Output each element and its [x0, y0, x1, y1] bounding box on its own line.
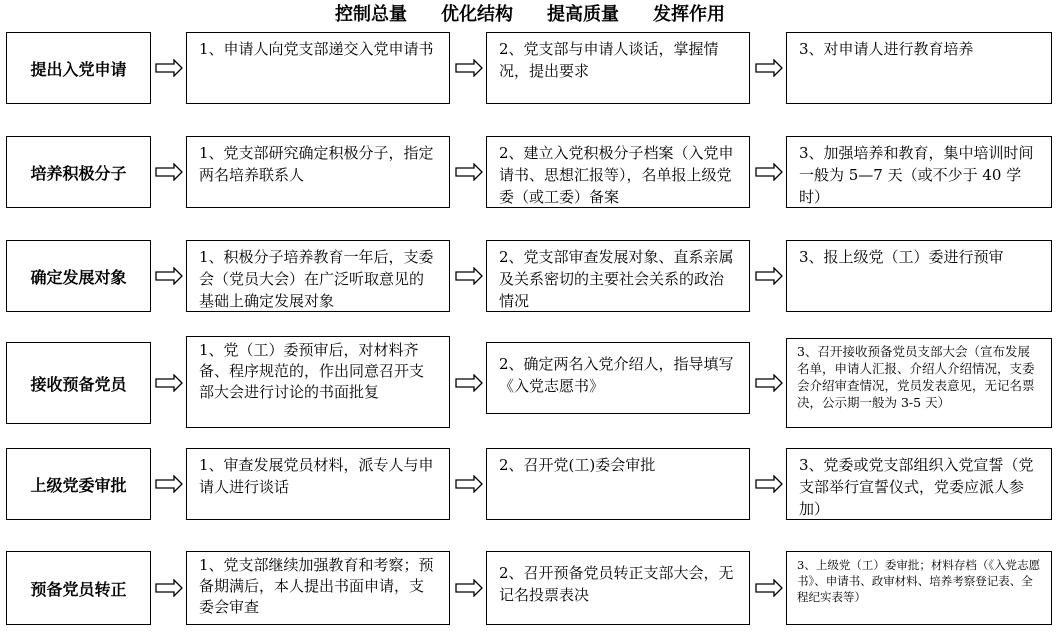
right-arrow-icon [155, 163, 183, 181]
step-box-1: 1、党支部继续加强教育和考察；预备期满后，本人提出书面申请，支委会审查 [186, 551, 450, 625]
right-arrow-icon [455, 163, 483, 181]
right-arrow-icon [155, 579, 183, 597]
right-arrow-icon [155, 475, 183, 493]
slogan-phrase-4: 发挥作用 [653, 4, 725, 25]
right-arrow-icon [755, 163, 783, 181]
step-box-3: 3、加强培养和教育，集中培训时间一般为 5—7 天（或不少于 40 学时） [786, 136, 1052, 208]
right-arrow-icon [755, 267, 783, 285]
step-box-2: 2、召开党(工)委会审批 [486, 448, 750, 520]
stage-label: 上级党委审批 [6, 448, 151, 520]
header-slogan [0, 0, 1060, 26]
slogan-phrase-2: 优化结构 [441, 4, 513, 25]
right-arrow-icon [455, 374, 483, 392]
right-arrow-icon [755, 475, 783, 493]
step-box-2: 2、建立入党积极分子档案（入党申请书、思想汇报等），名单报上级党委（或工委）备案 [486, 136, 750, 208]
step-box-2: 2、党支部与申请人谈话，掌握情况，提出要求 [486, 32, 750, 104]
step-box-2: 2、党支部审查发展对象、直系亲属及关系密切的主要社会关系的政治情况 [486, 240, 750, 312]
step-box-3: 3、上级党（工）委审批；材料存档（《入党志愿书》、申请书、政审材料、培养考察登记表、全程纪实表等） [786, 551, 1052, 625]
right-arrow-icon [455, 579, 483, 597]
step-box-3: 3、召开接收预备党员支部大会（宣布发展名单，申请人汇报、介绍人介绍情况，支委会介绍审查情况，党员发表意见，无记名票决，公示期一般为 3-5 天） [786, 338, 1052, 428]
stage-label: 预备党员转正 [6, 551, 151, 625]
step-box-3: 3、对申请人进行教育培养 [786, 32, 1052, 104]
right-arrow-icon [155, 374, 183, 392]
slogan-phrase-3: 提高质量 [547, 4, 619, 25]
step-box-1: 1、积极分子培养教育一年后，支委会（党员大会）在广泛听取意见的基础上确定发展对象 [186, 240, 450, 312]
right-arrow-icon [455, 59, 483, 77]
stage-label: 培养积极分子 [6, 136, 151, 208]
right-arrow-icon [755, 579, 783, 597]
step-box-3: 3、报上级党（工）委进行预审 [786, 240, 1052, 312]
step-box-2: 2、召开预备党员转正支部大会，无记名投票表决 [486, 551, 750, 625]
stage-label: 确定发展对象 [6, 240, 151, 312]
stage-label: 提出入党申请 [6, 32, 151, 104]
step-box-3: 3、党委或党支部组织入党宣誓（党支部举行宣誓仪式，党委应派人参加） [786, 448, 1052, 520]
slogan-phrase-1: 控制总量 [335, 4, 407, 25]
right-arrow-icon [455, 267, 483, 285]
step-box-1: 1、党支部研究确定积极分子，指定两名培养联系人 [186, 136, 450, 208]
step-box-1: 1、申请人向党支部递交入党申请书 [186, 32, 450, 104]
step-box-1: 1、审查发展党员材料，派专人与申请人进行谈话 [186, 448, 450, 520]
step-box-2: 2、确定两名入党介绍人，指导填写《入党志愿书》 [486, 342, 750, 414]
right-arrow-icon [155, 267, 183, 285]
right-arrow-icon [755, 59, 783, 77]
step-box-1: 1、党（工）委预审后，对材料齐备、程序规范的，作出同意召开支部大会进行讨论的书面批复 [186, 336, 450, 428]
stage-label: 接收预备党员 [6, 342, 151, 424]
right-arrow-icon [155, 59, 183, 77]
right-arrow-icon [455, 475, 483, 493]
right-arrow-icon [755, 374, 783, 392]
